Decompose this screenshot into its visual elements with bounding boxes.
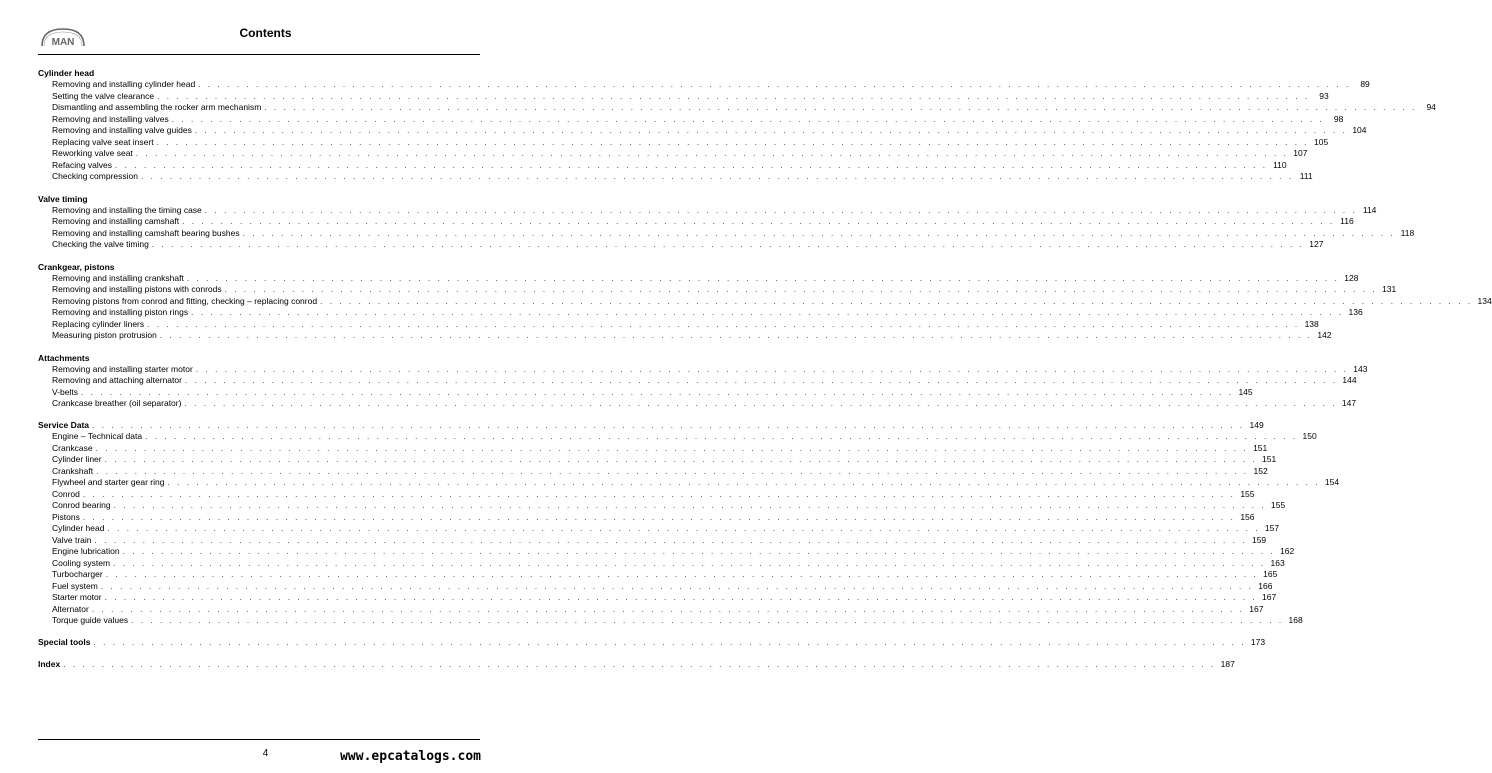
dot-leader: . . . . . . . . . . . . . . . . . . . . . . . . . . . . . . . . . . . . . . . . . . . . . . . . . . . . . . . . . . . . . . . . . . . . . . . . . . . . . . . . . . . . . . . . . . . . . . . . . . . . . . . . . . . . . . . . . . . . . . . .: [167, 478, 1321, 487]
toc-entry[interactable]: [38, 102, 1436, 114]
page-number: 4: [262, 748, 269, 759]
entry-page: 155: [1271, 500, 1286, 510]
entry-page: 159: [1251, 534, 1267, 545]
entry-title: Replacing cylinder liners: [52, 318, 145, 329]
entry-title: Cylinder liner: [52, 454, 102, 464]
entry-page: 136: [1348, 307, 1363, 317]
dot-leader: . . . . . . . . . . . . . . . . . . . . . . . . . . . . . . . . . . . . . . . . . . . . . . . . . . . . . . . . . . . . . . . . . . . . . . . . . . . . . . . . . . . . . . . . . . . . . . . . . . . . . . . . . . . . . . . . . . . . . . . .: [92, 420, 1245, 430]
toc-entry[interactable]: [38, 511, 1255, 524]
dot-leader: . . . . . . . . . . . . . . . . . . . . . . . . . . . . . . . . . . . . . . . . . . . . . . . . . . . . . . . . . . . . . . . . . . . . . . . . . . . . . . . . . . . . . . . . . . . . . . . . . . . . . . . . . . . . . . . . . . . . . . . .: [96, 466, 1249, 476]
entry-page: 154: [1324, 477, 1340, 487]
entry-title: Setting the valve clearance: [52, 90, 155, 101]
entry-title: Removing and installing starter motor: [52, 363, 193, 374]
dot-leader: . . . . . . . . . . . . . . . . . . . . . . . . . . . . . . . . . . . . . . . . . . . . . . . . . . . . . . . . . . . . . . . . . . . . . . . . . . . . . . . . . . . . . . . . . . . . . . . . . . . . . . . . . . . . . . . . . . . . . . . .: [113, 558, 1266, 568]
toc-entry[interactable]: [38, 125, 1367, 137]
entry-title: Checking the valve timing: [52, 239, 149, 249]
dot-leader: . . . . . . . . . . . . . . . . . . . . . . . . . . . . . . . . . . . . . . . . . . . . . . . . . . . . . . . . . . . . . . . . . . . . . . . . . . . . . . . . . . . . . . . . . . . . . . . . . . . . . . . . . . . . . . . . . . . . . . . .: [93, 637, 1247, 647]
entry-page: 163: [1270, 557, 1285, 568]
entry-page: 105: [1314, 136, 1329, 147]
entry-page: 116: [1340, 216, 1354, 226]
section-attachments: [38, 352, 1368, 410]
footer-rule: [38, 739, 480, 740]
toc-entry[interactable]: [38, 79, 1370, 91]
toc-entry[interactable]: [38, 90, 1329, 103]
logo-text: MAN: [51, 37, 75, 48]
toc-entry[interactable]: [38, 216, 1354, 228]
entry-title: Removing pistons from conrod and fitting, checking – replacing conrod: [52, 295, 318, 306]
entry-page: 127: [1309, 239, 1324, 249]
toc-entry[interactable]: [38, 204, 1377, 217]
toc-entry[interactable]: [38, 546, 1295, 558]
entry-page: 157: [1264, 523, 1280, 533]
dot-leader: . . . . . . . . . . . . . . . . . . . . . . . . . . . . . . . . . . . . . . . . . . . . . . . . . . . . . . . . . . . . . . . . . . . . . . . . . . . . . . . . . . . . . . . . . . . . . . . . . . . . . . . . . . . . . . . . . . . . . . . .: [82, 489, 1236, 499]
dot-leader: . . . . . . . . . . . . . . . . . . . . . . . . . . . . . . . . . . . . . . . . . . . . . . . . . . . . . . . . . . . . . . . . . . . . . . . . . . . . . . . . . . . . . . . . . . . . . . . . . . . . . . . . . . . . . . . . . . . . . . . .: [81, 387, 1234, 397]
toc-entry[interactable]: [38, 227, 1415, 240]
section-heading-service-data[interactable]: [38, 419, 1264, 432]
toc-entry[interactable]: [38, 136, 1329, 149]
dot-leader: . . . . . . . . . . . . . . . . . . . . . . . . . . . . . . . . . . . . . . . . . . . . . . . . . . . . . . . . . . . . . . . . . . . . . . . . . . . . . . . . . . . . . . . . . . . . . . . . . . . . . . . . . . . . . . . . . . . . . . . .: [131, 616, 1284, 625]
entry-title: Reworking valve seat: [52, 148, 133, 158]
entry-title: Removing and installing valves: [52, 113, 169, 124]
toc-entry[interactable]: [38, 318, 1319, 331]
dot-leader: . . . . . . . . . . . . . . . . . . . . . . . . . . . . . . . . . . . . . . . . . . . . . . . . . . . . . . . . . . . . . . . . . . . . . . . . . . . . . . . . . . . . . . . . . . . . . . . . . . . . . . . . . . . . . . . . . . . . . . . .: [242, 228, 1396, 238]
toc-entry[interactable]: [38, 557, 1285, 570]
entry-page: 147: [1341, 398, 1357, 408]
dot-leader: . . . . . . . . . . . . . . . . . . . . . . . . . . . . . . . . . . . . . . . . . . . . . . . . . . . . . . . . . . . . . . . . . . . . . . . . . . . . . . . . . . . . . . . . . . . . . . . . . . . . . . . . . . . . . . . . . . . . . . . .: [82, 512, 1236, 522]
section-crankgear-pistons: [38, 261, 1492, 342]
dot-leader: . . . . . . . . . . . . . . . . . . . . . . . . . . . . . . . . . . . . . . . . . . . . . . . . . . . . . . . . . . . . . . . . . . . . . . . . . . . . . . . . . . . . . . . . . . . . . . . . . . . . . . . . . . . . . . . . . . . . . . . .: [198, 80, 1351, 89]
toc-entry[interactable]: [38, 363, 1368, 376]
section-heading: Cylinder head: [38, 68, 95, 78]
entry-page: 168: [1288, 615, 1303, 625]
dot-leader: . . . . . . . . . . . . . . . . . . . . . . . . . . . . . . . . . . . . . . . . . . . . . . . . . . . . . . . . . . . . . . . . . . . . . . . . . . . . . . . . . . . . . . . . . . . . . . . . . . . . . . . . . . . . . . . . . . . . . . . .: [122, 547, 1276, 556]
dot-leader: . . . . . . . . . . . . . . . . . . . . . . . . . . . . . . . . . . . . . . . . . . . . . . . . . . . . . . . . . . . . . . . . . . . . . . . . . . . . . . . . . . . . . . . . . . . . . . . . . . . . . . . . . . . . . . . . . . . . . . . .: [91, 604, 1245, 614]
dot-leader: . . . . . . . . . . . . . . . . . . . . . . . . . . . . . . . . . . . . . . . . . . . . . . . . . . . . . . . . . . . . . . . . . . . . . . . . . . . . . . . . . . . . . . . . . . . . . . . . . . . . . . . . . . . . . . . . . . . . . . . .: [107, 524, 1261, 533]
toc-entry[interactable]: [38, 295, 1492, 308]
dot-leader: . . . . . . . . . . . . . . . . . . . . . . . . . . . . . . . . . . . . . . . . . . . . . . . . . . . . . . . . . . . . . . . . . . . . . . . . . . . . . . . . . . . . . . . . . . . . . . . . . . . . . . . . . . . . . . . . . . . . . . . .: [156, 137, 1310, 147]
toc-entry-special-tools[interactable]: [38, 636, 1266, 649]
page-title: Contents: [239, 26, 292, 40]
entry-page: 151: [1253, 442, 1268, 453]
dot-leader: . . . . . . . . . . . . . . . . . . . . . . . . . . . . . . . . . . . . . . . . . . . . . . . . . . . . . . . . . . . . . . . . . . . . . . . . . . . . . . . . . . . . . . . . . . . . . . . . . . . . . . . . . . . . . . . . . . . . . . . .: [320, 296, 1473, 306]
table-of-contents: [38, 67, 1492, 671]
toc-entry-index[interactable]: [38, 659, 1235, 671]
entry-title: Replacing valve seat insert: [52, 136, 154, 147]
dot-leader: . . . . . . . . . . . . . . . . . . . . . . . . . . . . . . . . . . . . . . . . . . . . . . . . . . . . . . . . . . . . . . . . . . . . . . . . . . . . . . . . . . . . . . . . . . . . . . . . . . . . . . . . . . . . . . . . . . . . . . . .: [100, 581, 1254, 591]
entry-title: Engine lubrication: [52, 546, 120, 556]
dot-leader: . . . . . . . . . . . . . . . . . . . . . . . . . . . . . . . . . . . . . . . . . . . . . . . . . . . . . . . . . . . . . . . . . . . . . . . . . . . . . . . . . . . . . . . . . . . . . . . . . . . . . . . . . . . . . . . . . . . . . . . .: [264, 103, 1417, 112]
entry-page: 162: [1280, 546, 1295, 556]
header-rule: [38, 54, 480, 55]
entry-page: 151: [1262, 454, 1277, 464]
entry-page: 138: [1304, 318, 1319, 329]
dot-leader: . . . . . . . . . . . . . . . . . . . . . . . . . . . . . . . . . . . . . . . . . . . . . . . . . . . . . . . . . . . . . . . . . . . . . . . . . . . . . . . . . . . . . . . . . . . . . . . . . . . . . . . . . . . . . . . . . . . . . . . .: [191, 308, 1344, 317]
toc-entry[interactable]: [38, 488, 1255, 501]
dot-leader: . . . . . . . . . . . . . . . . . . . . . . . . . . . . . . . . . . . . . . . . . . . . . . . . . . . . . . . . . . . . . . . . . . . . . . . . . . . . . . . . . . . . . . . . . . . . . . . . . . . . . . . . . . . . . . . . . . . . . . . .: [145, 432, 1298, 441]
section-heading: Crankgear, pistons: [38, 261, 115, 272]
entry-title: Special tools: [38, 636, 91, 647]
entry-title: Removing and installing camshaft: [52, 216, 180, 226]
entry-title: Service Data: [38, 419, 90, 430]
toc-entry[interactable]: [38, 615, 1303, 627]
dot-leader: . . . . . . . . . . . . . . . . . . . . . . . . . . . . . . . . . . . . . . . . . . . . . . . . . . . . . . . . . . . . . . . . . . . . . . . . . . . . . . . . . . . . . . . . . . . . . . . . . . . . . . . . . . . . . . . . . . . . . . . .: [204, 205, 1358, 215]
entry-page: 111: [1299, 171, 1313, 181]
entry-title: Removing and installing crankshaft: [52, 272, 184, 283]
entry-page: 143: [1353, 363, 1368, 374]
dot-leader: . . . . . . . . . . . . . . . . . . . . . . . . . . . . . . . . . . . . . . . . . . . . . . . . . . . . . . . . . . . . . . . . . . . . . . . . . . . . . . . . . . . . . . . . . . . . . . . . . . . . . . . . . . . . . . . . . . . . . . . .: [135, 149, 1289, 158]
entry-page: 167: [1249, 603, 1264, 614]
dot-leader: . . . . . . . . . . . . . . . . . . . . . . . . . . . . . . . . . . . . . . . . . . . . . . . . . . . . . . . . . . . . . . . . . . . . . . . . . . . . . . . . . . . . . . . . . . . . . . . . . . . . . . . . . . . . . . . . . . . . . . . .: [182, 217, 1335, 226]
dot-leader: . . . . . . . . . . . . . . . . . . . . . . . . . . . . . . . . . . . . . . . . . . . . . . . . . . . . . . . . . . . . . . . . . . . . . . . . . . . . . . . . . . . . . . . . . . . . . . . . . . . . . . . . . . . . . . . . . . . . . . . .: [94, 535, 1248, 545]
entry-page: 134: [1477, 295, 1492, 306]
dot-leader: . . . . . . . . . . . . . . . . . . . . . . . . . . . . . . . . . . . . . . . . . . . . . . . . . . . . . . . . . . . . . . . . . . . . . . . . . . . . . . . . . . . . . . . . . . . . . . . . . . . . . . . . . . . . . . . . . . . . . . . .: [140, 172, 1294, 181]
entry-page: 131: [1382, 284, 1397, 294]
entry-page: 128: [1344, 272, 1359, 283]
entry-title: V-belts: [52, 386, 78, 397]
entry-title: Removing and installing camshaft bearing bushes: [52, 227, 240, 238]
entry-title: Crankcase breather (oil separator): [52, 398, 182, 408]
entry-page: 145: [1238, 386, 1253, 397]
dot-leader: . . . . . . . . . . . . . . . . . . . . . . . . . . . . . . . . . . . . . . . . . . . . . . . . . . . . . . . . . . . . . . . . . . . . . . . . . . . . . . . . . . . . . . . . . . . . . . . . . . . . . . . . . . . . . . . . . . . . . . . .: [105, 570, 1259, 579]
toc-entry[interactable]: [38, 113, 1344, 126]
dot-leader: . . . . . . . . . . . . . . . . . . . . . . . . . . . . . . . . . . . . . . . . . . . . . . . . . . . . . . . . . . . . . . . . . . . . . . . . . . . . . . . . . . . . . . . . . . . . . . . . . . . . . . . . . . . . . . . . . . . . . . . .: [157, 91, 1310, 101]
entry-title: Conrod bearing: [52, 500, 111, 510]
toc-entry[interactable]: [38, 307, 1363, 319]
entry-title: Checking compression: [52, 171, 138, 181]
toc-entry[interactable]: [38, 592, 1277, 604]
toc-entry[interactable]: [38, 148, 1308, 160]
entry-title: Index: [38, 659, 61, 669]
dot-leader: . . . . . . . . . . . . . . . . . . . . . . . . . . . . . . . . . . . . . . . . . . . . . . . . . . . . . . . . . . . . . . . . . . . . . . . . . . . . . . . . . . . . . . . . . . . . . . . . . . . . . . . . . . . . . . . . . . . . . . . .: [224, 285, 1378, 294]
toc-entry[interactable]: [38, 398, 1357, 410]
toc-entry[interactable]: [38, 477, 1340, 489]
entry-page: 165: [1263, 569, 1278, 579]
entry-page: 98: [1333, 113, 1344, 124]
toc-entry[interactable]: [38, 523, 1280, 535]
section-cylinder-head: [38, 67, 1436, 183]
toc-entry[interactable]: [38, 284, 1397, 296]
toc-entry[interactable]: [38, 171, 1313, 183]
entry-page: 114: [1362, 204, 1377, 215]
dot-leader: . . . . . . . . . . . . . . . . . . . . . . . . . . . . . . . . . . . . . . . . . . . . . . . . . . . . . . . . . . . . . . . . . . . . . . . . . . . . . . . . . . . . . . . . . . . . . . . . . . . . . . . . . . . . . . . . . . . . . . . .: [184, 376, 1338, 385]
dot-leader: . . . . . . . . . . . . . . . . . . . . . . . . . . . . . . . . . . . . . . . . . . . . . . . . . . . . . . . . . . . . . . . . . . . . . . . . . . . . . . . . . . . . . . . . . . . . . . . . . . . . . . . . . . . . . . . . . . . . . . . .: [113, 501, 1267, 510]
entry-page: 93: [1319, 90, 1329, 101]
dot-leader: . . . . . . . . . . . . . . . . . . . . . . . . . . . . . . . . . . . . . . . . . . . . . . . . . . . . . . . . . . . . . . . . . . . . . . . . . . . . . . . . . . . . . . . . . . . . . . . . . . . . . . . . . . . . . . . . . . . . . . . .: [159, 331, 1313, 340]
toc-entry[interactable]: [38, 580, 1273, 593]
entry-title: Alternator: [52, 603, 89, 614]
dot-leader: . . . . . . . . . . . . . . . . . . . . . . . . . . . . . . . . . . . . . . . . . . . . . . . . . . . . . . . . . . . . . . . . . . . . . . . . . . . . . . . . . . . . . . . . . . . . . . . . . . . . . . . . . . . . . . . . . . . . . . . .: [63, 660, 1216, 669]
entry-page: 118: [1400, 227, 1415, 238]
dot-leader: . . . . . . . . . . . . . . . . . . . . . . . . . . . . . . . . . . . . . . . . . . . . . . . . . . . . . . . . . . . . . . . . . . . . . . . . . . . . . . . . . . . . . . . . . . . . . . . . . . . . . . . . . . . . . . . . . . . . . . . .: [171, 114, 1325, 124]
entry-page: 149: [1249, 419, 1264, 430]
toc-entry[interactable]: [38, 159, 1287, 172]
entry-page: 104: [1352, 125, 1367, 135]
toc-entry[interactable]: [38, 375, 1357, 387]
section-heading: Attachments: [38, 352, 90, 363]
entry-page: 166: [1258, 580, 1273, 591]
toc-entry[interactable]: [38, 465, 1268, 478]
entry-page: 156: [1240, 511, 1255, 522]
dot-leader: . . . . . . . . . . . . . . . . . . . . . . . . . . . . . . . . . . . . . . . . . . . . . . . . . . . . . . . . . . . . . . . . . . . . . . . . . . . . . . . . . . . . . . . . . . . . . . . . . . . . . . . . . . . . . . . . . . . . . . . .: [186, 273, 1340, 283]
entry-title: Removing and installing pistons with conrods: [52, 284, 222, 294]
toc-entry[interactable]: [38, 330, 1332, 342]
section-heading: Valve timing: [38, 193, 88, 204]
dot-leader: . . . . . . . . . . . . . . . . . . . . . . . . . . . . . . . . . . . . . . . . . . . . . . . . . . . . . . . . . . . . . . . . . . . . . . . . . . . . . . . . . . . . . . . . . . . . . . . . . . . . . . . . . . . . . . . . . . . . . . . .: [147, 319, 1300, 329]
dot-leader: . . . . . . . . . . . . . . . . . . . . . . . . . . . . . . . . . . . . . . . . . . . . . . . . . . . . . . . . . . . . . . . . . . . . . . . . . . . . . . . . . . . . . . . . . . . . . . . . . . . . . . . . . . . . . . . . . . . . . . . .: [194, 126, 1348, 135]
entry-title: Removing and attaching alternator: [52, 375, 182, 385]
entry-title: Removing and installing cylinder head: [52, 79, 196, 89]
entry-title: Refacing valves: [52, 159, 113, 170]
toc-entry[interactable]: [38, 569, 1278, 581]
entry-title: Fuel system: [52, 580, 98, 591]
entry-page: 94: [1426, 102, 1436, 112]
dot-leader: . . . . . . . . . . . . . . . . . . . . . . . . . . . . . . . . . . . . . . . . . . . . . . . . . . . . . . . . . . . . . . . . . . . . . . . . . . . . . . . . . . . . . . . . . . . . . . . . . . . . . . . . . . . . . . . . . . . . . . . .: [184, 399, 1338, 408]
dot-leader: . . . . . . . . . . . . . . . . . . . . . . . . . . . . . . . . . . . . . . . . . . . . . . . . . . . . . . . . . . . . . . . . . . . . . . . . . . . . . . . . . . . . . . . . . . . . . . . . . . . . . . . . . . . . . . . . . . . . . . . .: [151, 240, 1305, 249]
toc-entry[interactable]: [38, 534, 1267, 547]
service-data-section: [38, 419, 1340, 627]
toc-entry[interactable]: [38, 239, 1324, 251]
entry-page: 110: [1273, 159, 1287, 170]
entry-page: 152: [1253, 465, 1268, 476]
entry-page: 150: [1302, 431, 1317, 441]
entry-page: 142: [1317, 330, 1332, 340]
entry-title: Torque guide values: [52, 615, 129, 625]
toc-entry[interactable]: [38, 442, 1268, 455]
entry-page: 144: [1342, 375, 1357, 385]
entry-title: Engine – Technical data: [52, 431, 143, 441]
entry-title: Crankcase: [52, 442, 93, 453]
entry-title: Valve train: [52, 534, 92, 545]
entry-title: Removing and installing valve guides: [52, 125, 192, 135]
entry-page: 173: [1250, 636, 1266, 647]
entry-title: Pistons: [52, 511, 80, 522]
entry-title: Flywheel and starter gear ring: [52, 477, 165, 487]
dot-leader: . . . . . . . . . . . . . . . . . . . . . . . . . . . . . . . . . . . . . . . . . . . . . . . . . . . . . . . . . . . . . . . . . . . . . . . . . . . . . . . . . . . . . . . . . . . . . . . . . . . . . . . . . . . . . . . . . . . . . . . .: [195, 364, 1349, 374]
entry-page: 167: [1262, 592, 1277, 602]
entry-page: 155: [1240, 488, 1255, 499]
entry-title: Removing and installing the timing case: [52, 204, 202, 215]
entry-title: Starter motor: [52, 592, 102, 602]
section-valve-timing: [38, 193, 1415, 251]
entry-title: Dismantling and assembling the rocker arm mechanism: [52, 102, 262, 112]
toc-entry[interactable]: [38, 386, 1253, 399]
entry-title: Cooling system: [52, 557, 111, 568]
toc-entry[interactable]: [38, 603, 1264, 616]
entry-title: Cylinder head: [52, 523, 105, 533]
dot-leader: . . . . . . . . . . . . . . . . . . . . . . . . . . . . . . . . . . . . . . . . . . . . . . . . . . . . . . . . . . . . . . . . . . . . . . . . . . . . . . . . . . . . . . . . . . . . . . . . . . . . . . . . . . . . . . . . . . . . . . . .: [115, 160, 1268, 170]
entry-title: Measuring piston protrusion: [52, 330, 157, 340]
dot-leader: . . . . . . . . . . . . . . . . . . . . . . . . . . . . . . . . . . . . . . . . . . . . . . . . . . . . . . . . . . . . . . . . . . . . . . . . . . . . . . . . . . . . . . . . . . . . . . . . . . . . . . . . . . . . . . . . . . . . . . . .: [104, 593, 1258, 602]
dot-leader: . . . . . . . . . . . . . . . . . . . . . . . . . . . . . . . . . . . . . . . . . . . . . . . . . . . . . . . . . . . . . . . . . . . . . . . . . . . . . . . . . . . . . . . . . . . . . . . . . . . . . . . . . . . . . . . . . . . . . . . .: [104, 455, 1258, 464]
entry-title: Removing and installing piston rings: [52, 307, 189, 317]
entry-page: 187: [1220, 659, 1235, 669]
entry-page: 107: [1293, 148, 1308, 158]
entry-title: Crankshaft: [52, 465, 94, 476]
dot-leader: . . . . . . . . . . . . . . . . . . . . . . . . . . . . . . . . . . . . . . . . . . . . . . . . . . . . . . . . . . . . . . . . . . . . . . . . . . . . . . . . . . . . . . . . . . . . . . . . . . . . . . . . . . . . . . . . . . . . . . . .: [95, 443, 1249, 453]
entry-title: Turbocharger: [52, 569, 103, 579]
entry-page: 89: [1360, 79, 1370, 89]
toc-entry[interactable]: [38, 431, 1317, 443]
toc-entry[interactable]: [38, 454, 1277, 466]
entry-title: Conrod: [52, 488, 80, 499]
watermark: www.epcatalogs.com: [340, 749, 481, 764]
toc-entry[interactable]: [38, 500, 1286, 512]
toc-entry[interactable]: [38, 272, 1359, 285]
